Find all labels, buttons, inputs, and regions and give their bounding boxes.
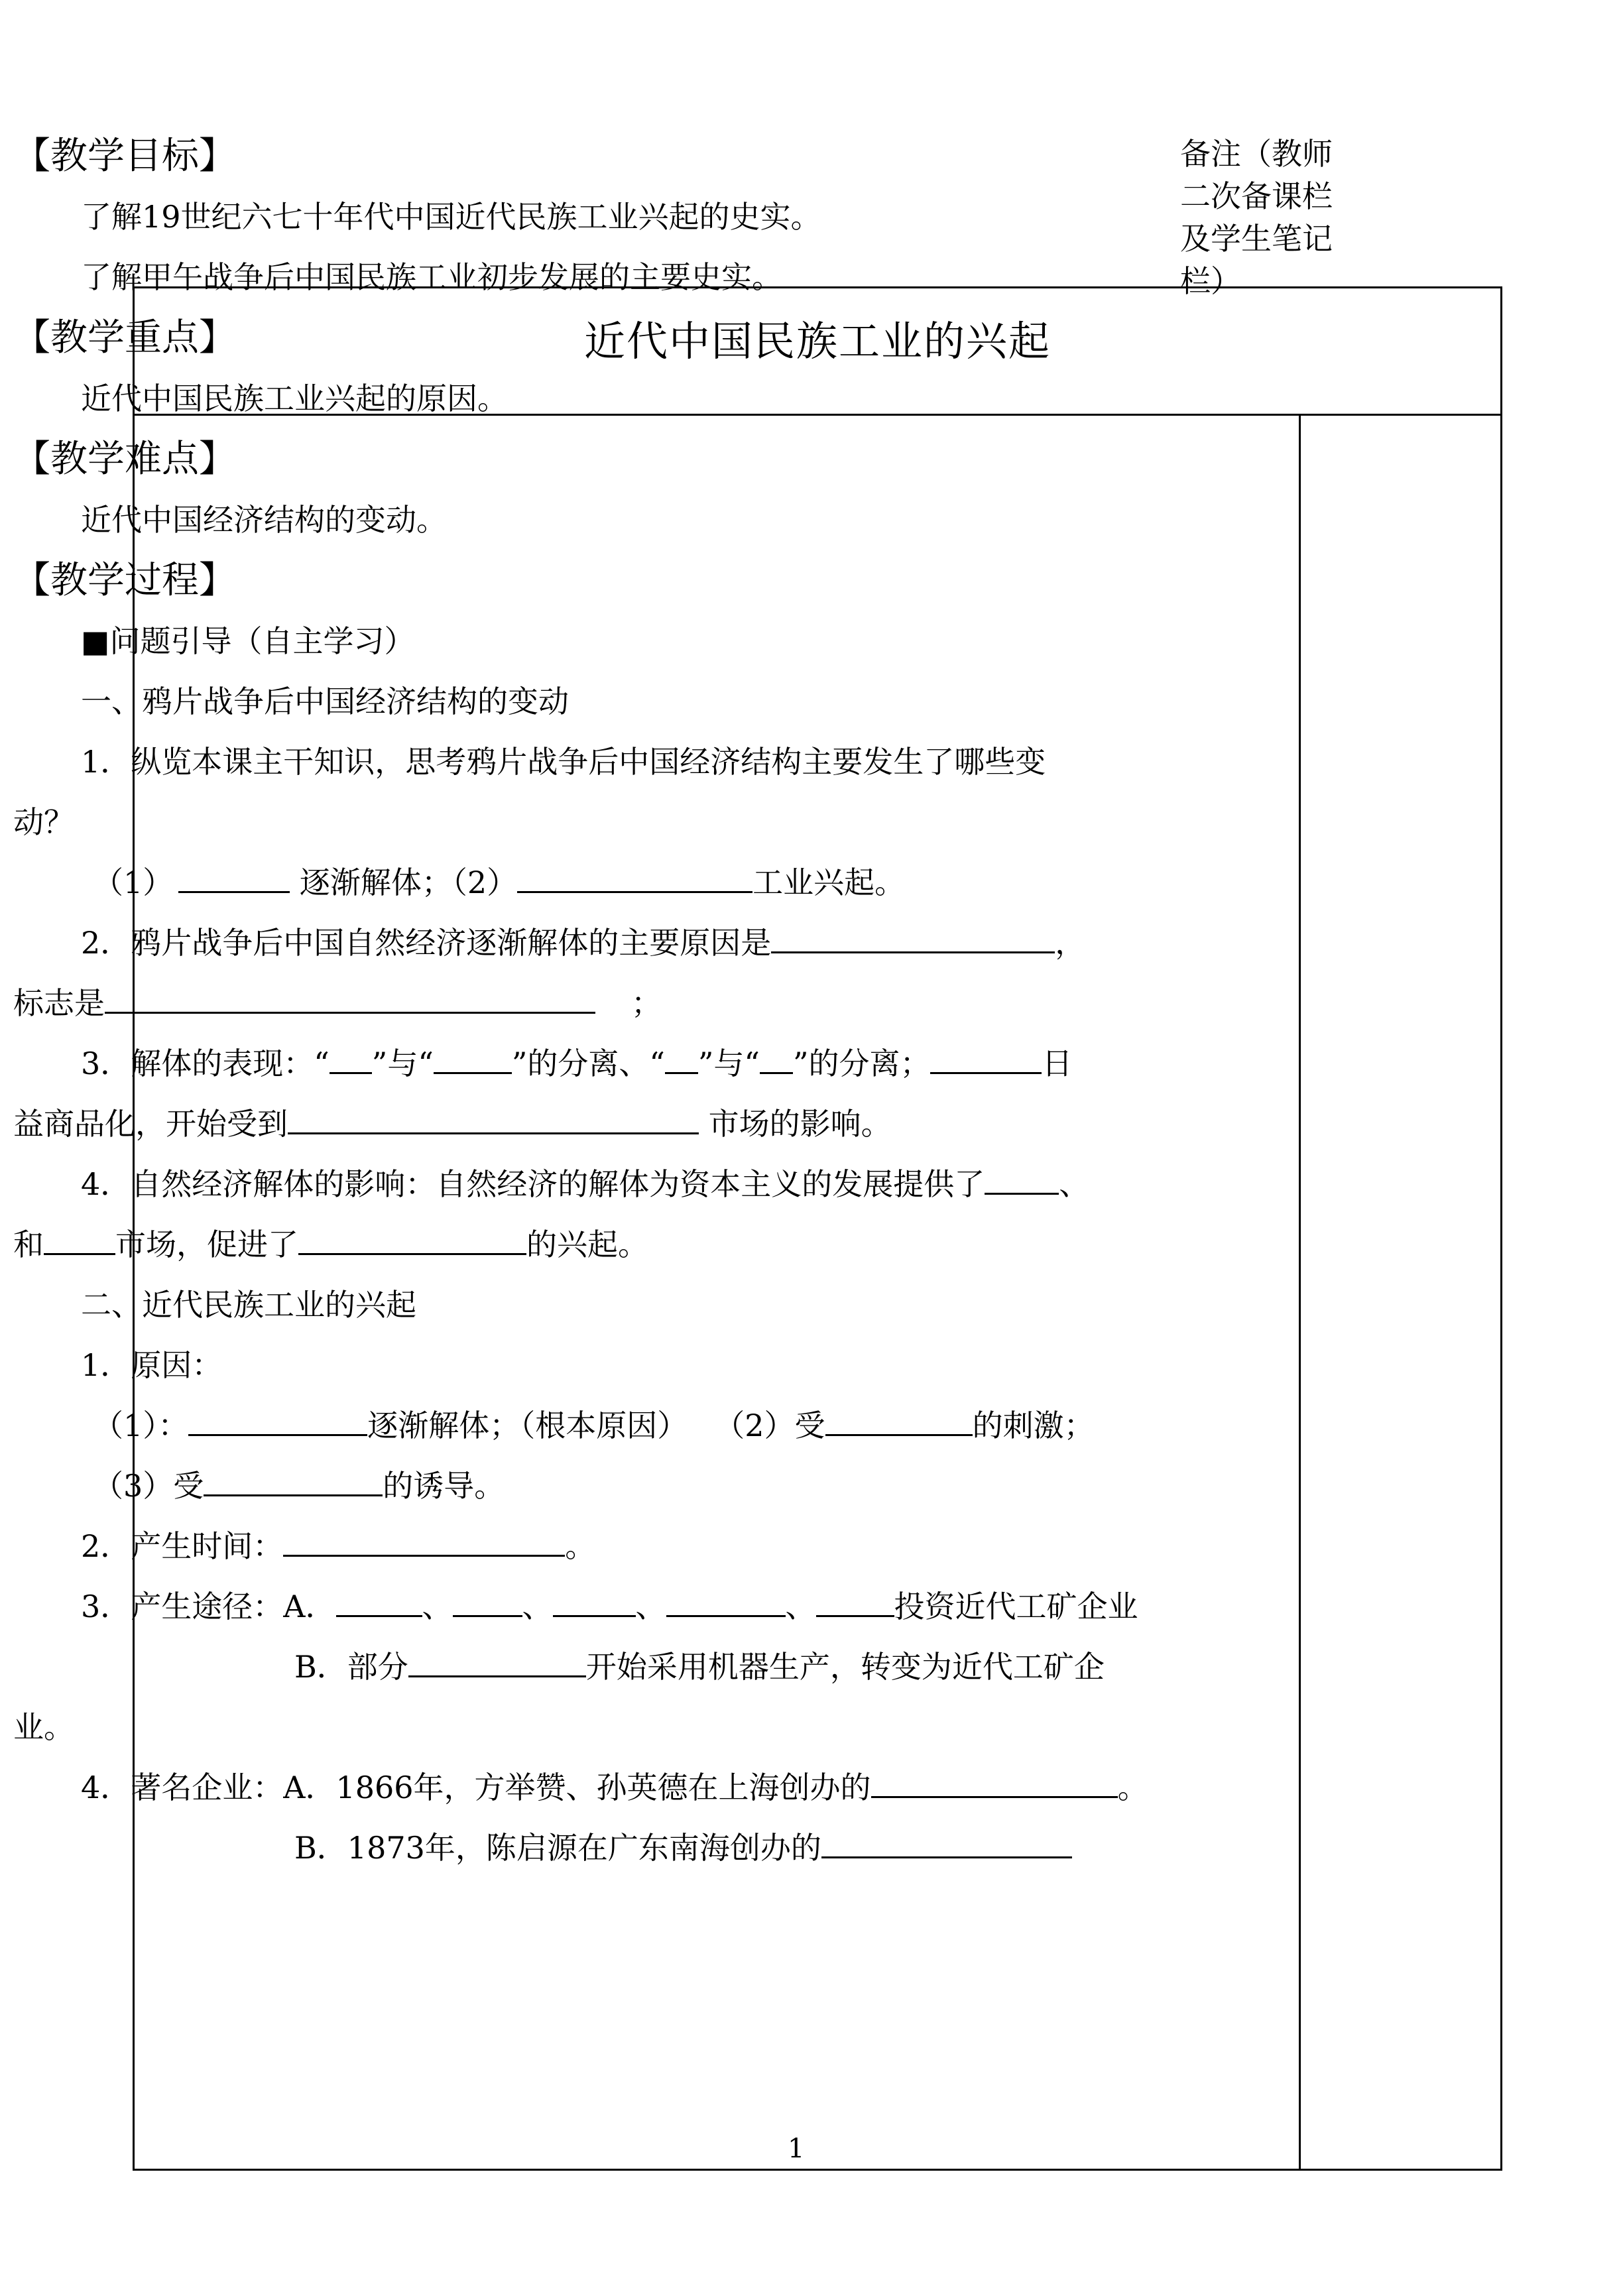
question-2: 2．鸦片战争后中国自然经济逐渐解体的主要原因是 ， [81, 925, 1086, 961]
fill-blank[interactable] [985, 1166, 1059, 1195]
fill-blank[interactable] [553, 1589, 636, 1617]
fill-blank[interactable] [204, 1468, 383, 1496]
lesson-content [13, 126, 1157, 1878]
page-title: 近代中国民族工业的兴起 [583, 317, 1051, 365]
fill-blank[interactable] [825, 1408, 973, 1436]
fill-blank[interactable] [665, 1046, 698, 1074]
fill-blank[interactable] [871, 1770, 1118, 1798]
question-4: 4．自然经济解体的影响：自然经济的解体为资本主义的发展提供了 、 [81, 1166, 1090, 1202]
question-2-cont: 标志是 ； [13, 985, 662, 1021]
fill-blank[interactable] [408, 1649, 586, 1677]
difficulties-heading: 【教学难点】 [13, 438, 236, 481]
reason-1-2: （1）： 逐渐解体；（根本原因） （2）受 的刺激； [93, 1408, 1095, 1443]
fill-blank[interactable] [760, 1046, 793, 1074]
fill-blank[interactable] [930, 1046, 1042, 1074]
guide-label: ■问题引导（自主学习） [81, 623, 415, 659]
key-points-text: 近代中国民族工业兴起的原因。 [81, 381, 508, 416]
fill-blank[interactable] [178, 865, 290, 893]
objective-item: 了解19世纪六七十年代中国近代民族工业兴起的史实。 [81, 199, 821, 235]
origin-path-a: 3．产生途径：A． 、 、 、 、 投资近代工矿企业 [81, 1589, 1138, 1624]
fill-blank[interactable] [44, 1227, 115, 1255]
question-1: 1．纵览本课主干知识，思考鸦片战争后中国经济结构主要发生了哪些变 [81, 744, 1046, 780]
fill-blank[interactable] [666, 1589, 786, 1617]
question-1-answers: （1） 逐渐解体；（2） 工业兴起。 [93, 865, 906, 900]
question-3: 3．解体的表现：“ ”与“ ”的分离、“ ”与“ ”的分离； 日 [81, 1046, 1073, 1081]
fill-blank[interactable] [336, 1589, 422, 1617]
objective-item: 了解甲午战争后中国民族工业初步发展的主要史实。 [81, 259, 782, 295]
fill-blank[interactable] [453, 1589, 522, 1617]
question-4-cont: 和 市场，促进了 的兴起。 [13, 1227, 648, 1262]
reason-3: （3）受 的诱导。 [93, 1468, 505, 1504]
fill-blank[interactable] [771, 925, 1055, 953]
fill-blank[interactable] [188, 1408, 367, 1436]
fill-blank[interactable] [816, 1589, 894, 1617]
fill-blank[interactable] [283, 1528, 565, 1557]
question-3-cont: 益商品化，开始受到 市场的影响。 [13, 1106, 892, 1142]
fill-blank[interactable] [821, 1830, 1072, 1858]
fill-blank[interactable] [330, 1046, 372, 1074]
famous-enterprise-b: B．1873年，陈启源在广东南海创办的 [13, 1818, 1157, 1878]
fill-blank[interactable] [298, 1227, 526, 1255]
part2-title: 二、近代民族工业的兴起 [81, 1287, 416, 1323]
fill-blank[interactable] [105, 985, 595, 1014]
process-heading: 【教学过程】 [13, 559, 236, 602]
notes-column [1299, 416, 1301, 2169]
origin-path-b-cont: 业。 [13, 1709, 74, 1745]
fill-blank[interactable] [288, 1106, 699, 1134]
origin-time: 2．产生时间： 。 [81, 1528, 596, 1564]
origin-path-b: B．部分 开始采用机器生产，转变为近代工矿企 [294, 1649, 1105, 1685]
objectives-heading: 【教学目标】 [13, 135, 236, 178]
fill-blank[interactable] [434, 1046, 512, 1074]
question-1-cont: 动？ [13, 804, 74, 840]
fill-blank[interactable] [517, 865, 752, 893]
reason-label: 1．原因： [81, 1347, 223, 1383]
key-points-heading: 【教学重点】 [13, 316, 236, 359]
difficulties-text: 近代中国经济结构的变动。 [81, 502, 447, 538]
part1-title: 一、鸦片战争后中国经济结构的变动 [81, 684, 569, 719]
page-number: 1 [788, 2134, 805, 2164]
famous-enterprise-a: 4．著名企业：A．1866年，方举赞、孙英德在上海创办的 。 [81, 1770, 1148, 1805]
notes-column-label: 备注（教师二次备课栏及学生笔记栏） [1180, 136, 1333, 299]
